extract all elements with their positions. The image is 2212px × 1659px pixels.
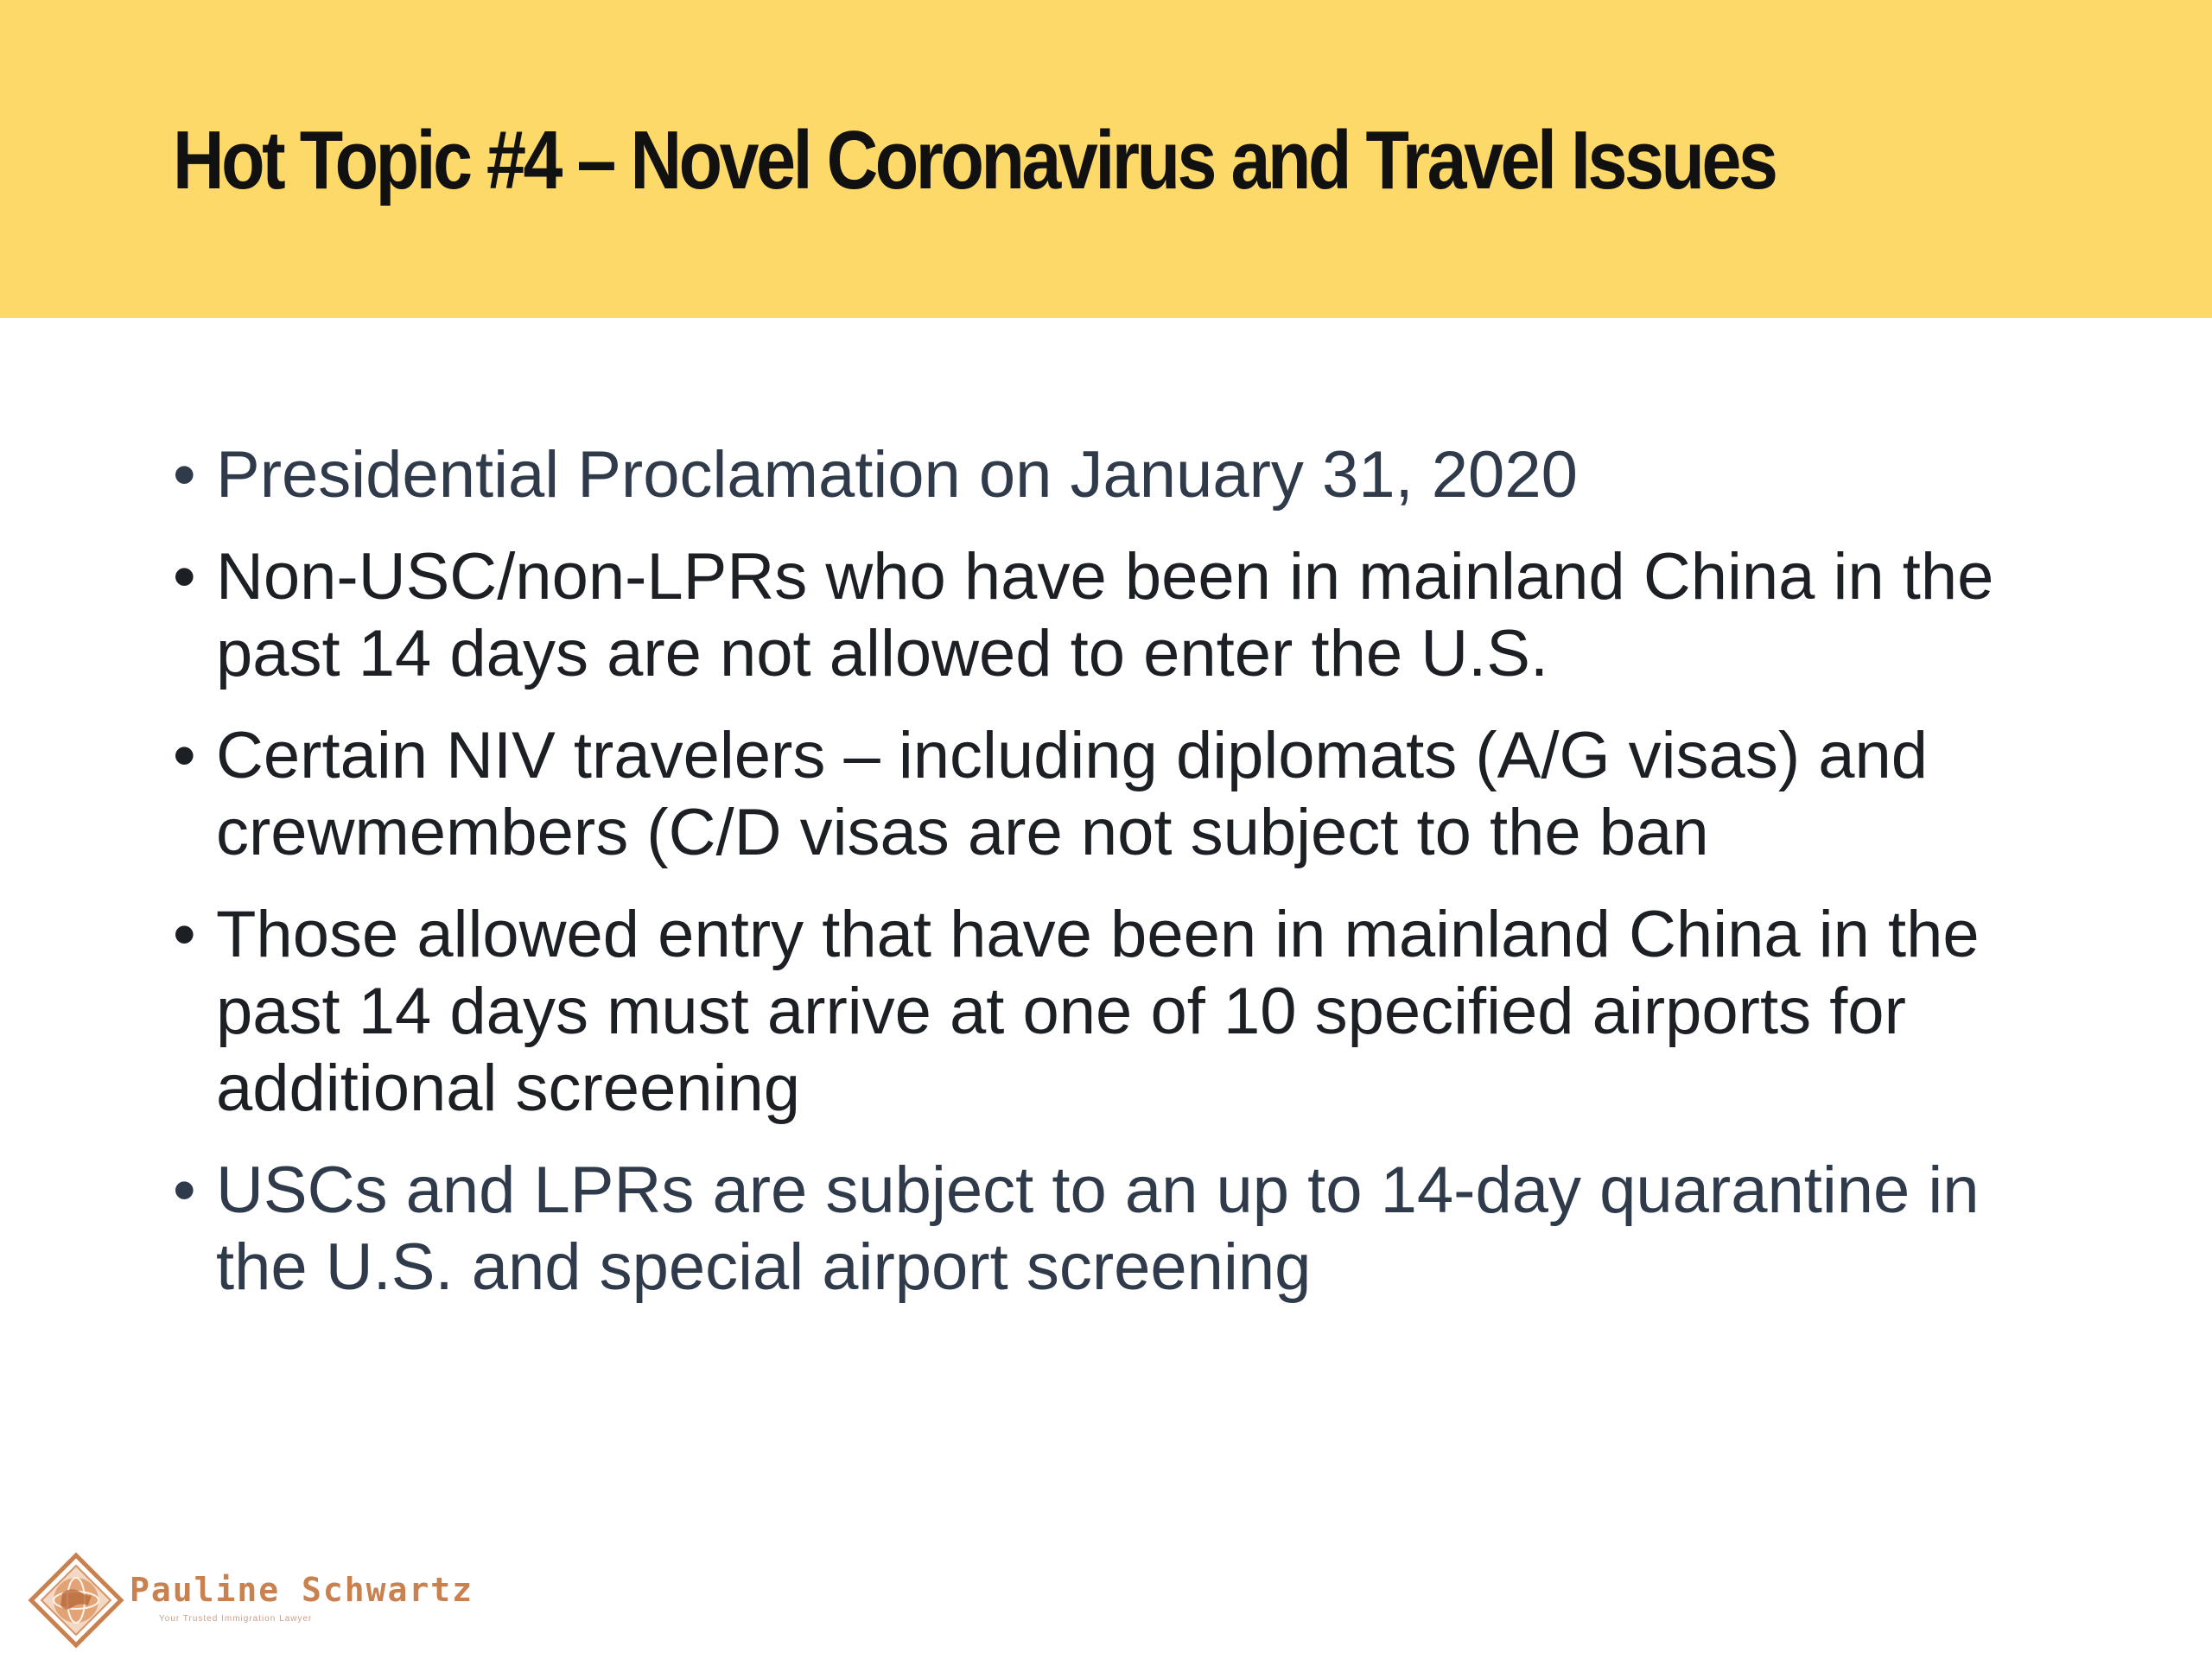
bullet-text: USCs and LPRs are subject to an up to 14-day quarantine in the U.S. and special airport screening <box>216 1154 1980 1304</box>
bullet-dot: • <box>173 898 196 971</box>
bullet-item <box>173 538 2074 692</box>
title-band <box>0 0 2212 318</box>
bullet-text: Presidential Proclamation on January 31, 2020 <box>216 438 1578 512</box>
bullet-text: Non-USC/non-LPRs who have been in mainland China in the past 14 days are not allowed to enter the U.S. <box>216 540 1994 690</box>
bullet-text: Those allowed entry that have been in mainland China in the past 14 days must arrive at one of 10 specified airports for additional screening <box>216 898 1980 1125</box>
bullet-item <box>173 1152 2074 1306</box>
bullet-item <box>173 436 2074 513</box>
logo <box>28 1552 512 1656</box>
logo-tagline: Your Trusted Immigration Lawyer <box>159 1614 313 1624</box>
bullet-dot: • <box>173 438 196 512</box>
bullet-dot: • <box>173 719 196 792</box>
bullet-dot: • <box>173 540 196 613</box>
globe-diamond-icon <box>28 1552 124 1649</box>
bullet-item <box>173 717 2074 871</box>
bullet-item <box>173 896 2074 1127</box>
bullet-list <box>173 436 2074 1331</box>
logo-name: Pauline Schwartz <box>130 1571 474 1609</box>
slide-title: Hot Topic #4 – Novel Coronavirus and Travel Issues <box>173 114 1776 207</box>
bullet-text: Certain NIV travelers – including diplomats (A/G visas) and crewmembers (C/D visas are not subject to the ban <box>216 719 1929 869</box>
bullet-dot: • <box>173 1154 196 1227</box>
